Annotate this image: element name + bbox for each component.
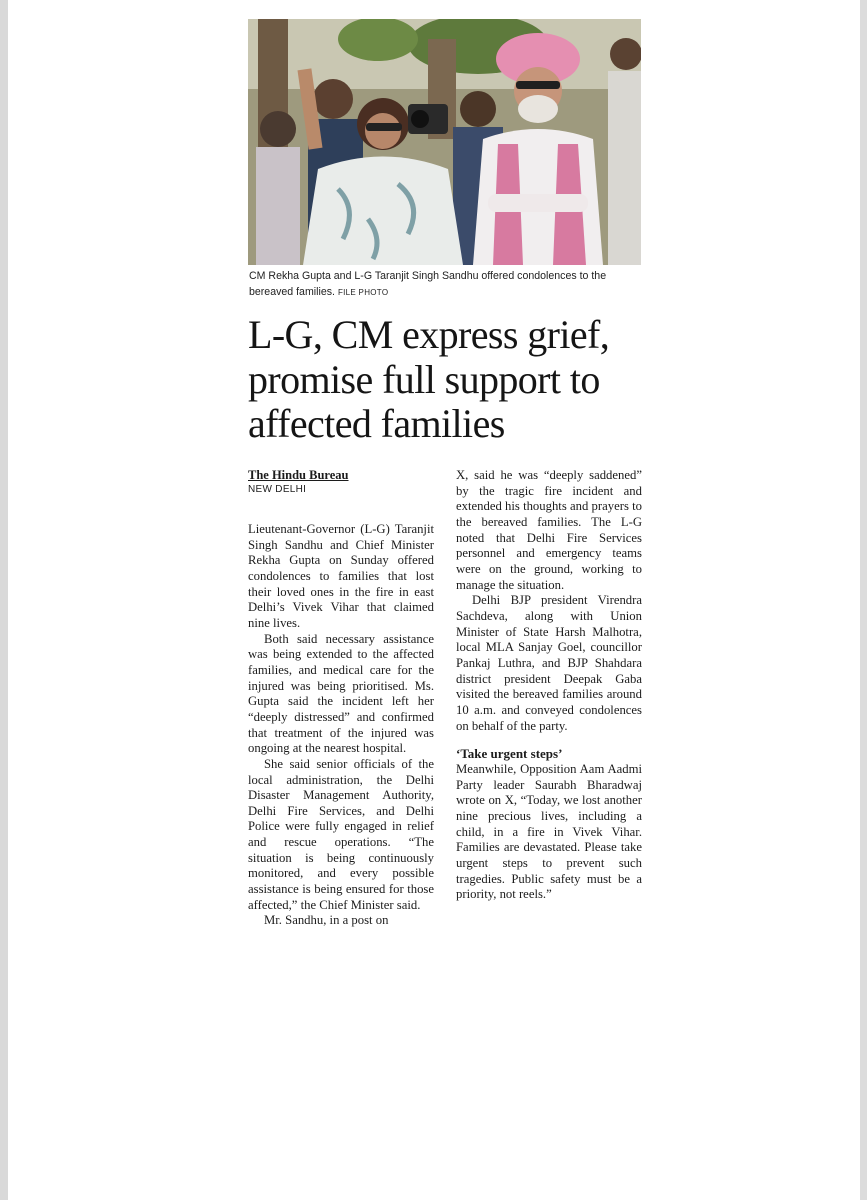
paragraph: Meanwhile, Opposition Aam Aadmi Party leader Saurabh Bharadwaj wrote on X, “Today, we lost another nine precious lives, including a child, in a fire in Vivek Vihar. Families are devastated. Please take urgent steps to prevent such tragedies. Public safety must be a priority, not reels.” <box>456 762 642 902</box>
paragraph: Lieutenant-Governor (L-G) Taranjit Singh Sandhu and Chief Minister Rekha Gupta on Sunday offered condolences to families that lost their loved ones in the fire in east Delhi’s Vivek Vihar that claimed nine lives. <box>248 522 434 630</box>
paragraph: Mr. Sandhu, in a post on <box>264 913 389 928</box>
article-column-right <box>456 468 642 903</box>
photo-credit: FILE PHOTO <box>337 288 389 297</box>
page-edge-right <box>860 0 867 1200</box>
article-column-left <box>248 468 434 929</box>
photo-caption <box>249 268 649 301</box>
paragraph: She said senior officials of the local administration, the Delhi Disaster Management Authority, Delhi Fire Services, and Delhi Police were fully engaged in relief and rescue operations. “The situation is being continuously monitored, and every possible assistance is being ensured for those affected,” the Chief Minister said. <box>248 756 434 912</box>
paragraph: X, said he was “deeply saddened” by the tragic fire incident and extended his thoughts and prayers to the bereaved families. The L-G noted that Delhi Fire Services personnel and emergency teams were on the ground, working to manage the situation. <box>456 468 642 592</box>
news-photo <box>248 19 641 265</box>
caption-text: CM Rekha Gupta and L-G Taranjit Singh Sandhu offered condolences to the bereaved families. <box>249 270 607 298</box>
page-edge-left <box>0 0 8 1200</box>
paragraph: Both said necessary assistance was being extended to the affected families, and medical care for the injured was being prioritised. Ms. Gupta said the incident left her “deeply distressed” and confirmed that treatment of the injured was ongoing at the nearest hospital. <box>248 631 434 756</box>
byline: The Hindu Bureau <box>248 468 349 482</box>
dateline: NEW DELHI <box>248 484 307 495</box>
headline: L-G, CM express grief, promise full support to affected families <box>248 312 610 446</box>
paragraph: Delhi BJP president Virendra Sachdeva, along with Union Minister of State Harsh Malhotra, local MLA Sanjay Goel, councillor Pankaj Luthra, and BJP Shahdara district president Deepak Gaba visited the bereaved families around 10 a.m. and conveyed condolences on behalf of the party. <box>456 593 642 733</box>
subheading: ‘Take urgent steps’ <box>456 746 563 762</box>
